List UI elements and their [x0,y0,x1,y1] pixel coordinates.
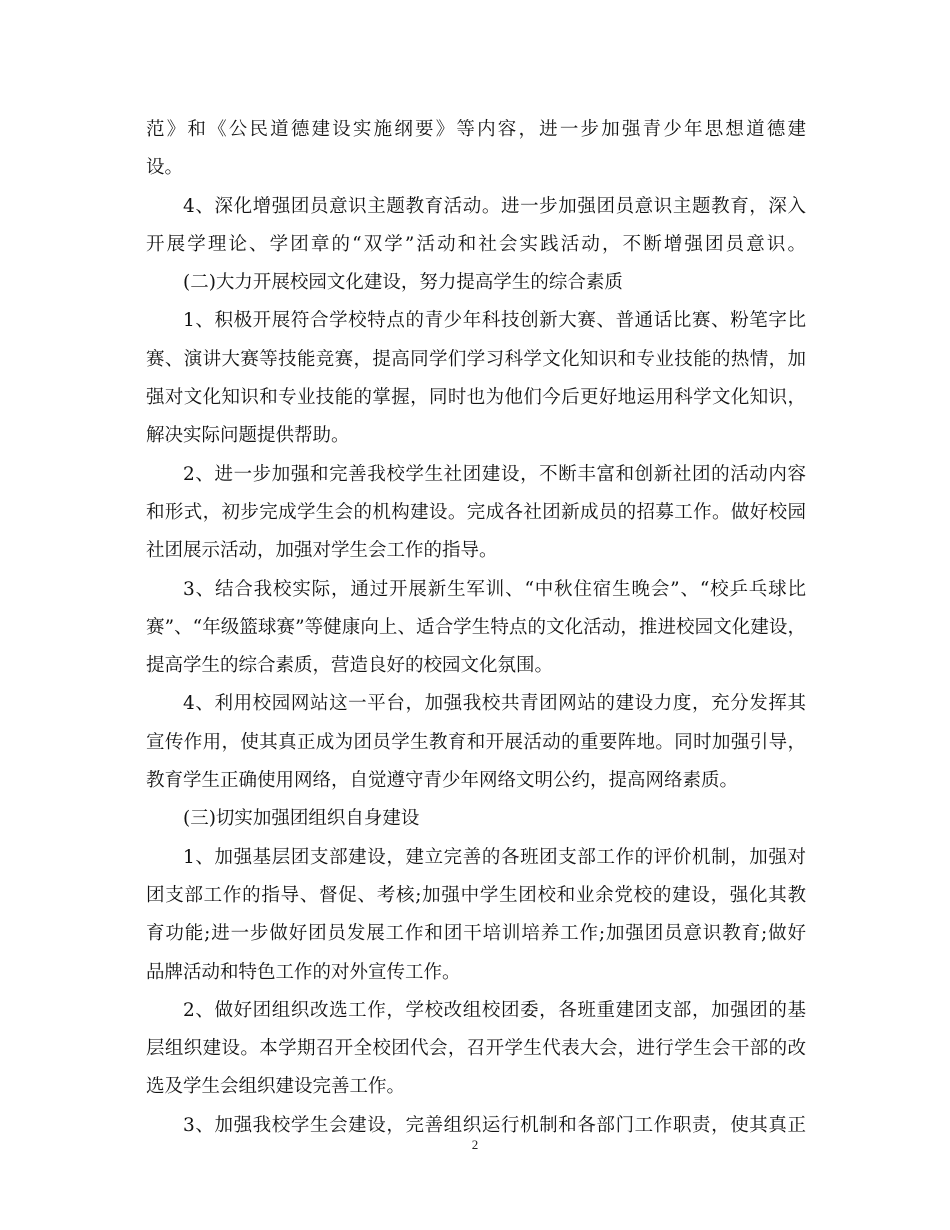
text-line: 育功能;进一步做好团员发展工作和团干培训培养工作;加强团员意识教育;做好 [146,923,806,945]
text-line: 2、进一步加强和完善我校学生社团建设，不断丰富和创新社团的活动内容 [183,463,806,485]
text-line: 选及学生会组织建设完善工作。 [146,1076,406,1098]
text-line: 2、做好团组织改选工作，学校改组校团委，各班重建团支部，加强团的基 [183,999,806,1021]
text-line: 3、加强我校学生会建设，完善组织运行机制和各部门工作职责，使其真正 [183,1114,806,1136]
text-line: 教育学生正确使用网络，自觉遵守青少年网络文明公约，提高网络素质。 [146,770,739,792]
body-text [146,111,806,1145]
text-line: 范》和《公民道德建设实施纲要》等内容，进一步加强青少年思想道德建 [146,119,806,140]
text-line: 解决实际问题提供帮助。 [146,425,350,447]
text-line: 赛”、“年级篮球赛”等健康向上、适合学生特点的文化活动，推进校园文化建设， [146,616,806,638]
text-line: 1、积极开展符合学校特点的青少年科技创新大赛、普通话比赛、粉笔字比 [183,310,806,332]
text-line: 提高学生的综合素质，营造良好的校园文化氛围。 [146,655,554,677]
text-line: 3、结合我校实际，通过开展新生军训、“中秋住宿生晚会”、“校乒乓球比 [183,578,806,600]
text-line: 4、利用校园网站这一平台，加强我校共青团网站的建设力度，充分发挥其 [183,693,806,715]
text-line: 品牌活动和特色工作的对外宣传工作。 [146,961,461,983]
text-line: 层组织建设。本学期召开全校团代会，召开学生代表大会，进行学生会干部的改 [146,1038,806,1060]
text-line: 设。 [146,157,184,179]
section-heading: (三)切实加强团组织自身建设 [183,808,420,830]
text-line: 宣传作用，使其真正成为团员学生教育和开展活动的重要阵地。同时加强引导， [146,731,806,753]
text-line: 赛、演讲大赛等技能竞赛，提高同学们学习科学文化知识和专业技能的热情，加 [146,348,806,370]
text-line: 1、加强基层团支部建设，建立完善的各班团支部工作的评价机制，加强对 [183,846,806,868]
text-line: 社团展示活动，加强对学生会工作的指导。 [146,540,498,562]
text-line: 强对文化知识和专业技能的掌握，同时也为他们今后更好地运用科学文化知识， [146,387,806,409]
page-number: 2 [471,1137,479,1152]
text-line: 开展学理论、学团章的“双学”活动和社会实践活动，不断增强团员意识。 [146,233,806,255]
text-line: 和形式，初步完成学生会的机构建设。完成各社团新成员的招募工作。做好校园 [146,501,806,523]
text-line: 团支部工作的指导、督促、考核;加强中学生团校和业余党校的建设，强化其教 [146,884,806,906]
text-line: 4、深化增强团员意识主题教育活动。进一步加强团员意识主题教育，深入 [183,195,806,217]
section-heading: (二)大力开展校园文化建设，努力提高学生的综合素质 [183,272,623,294]
